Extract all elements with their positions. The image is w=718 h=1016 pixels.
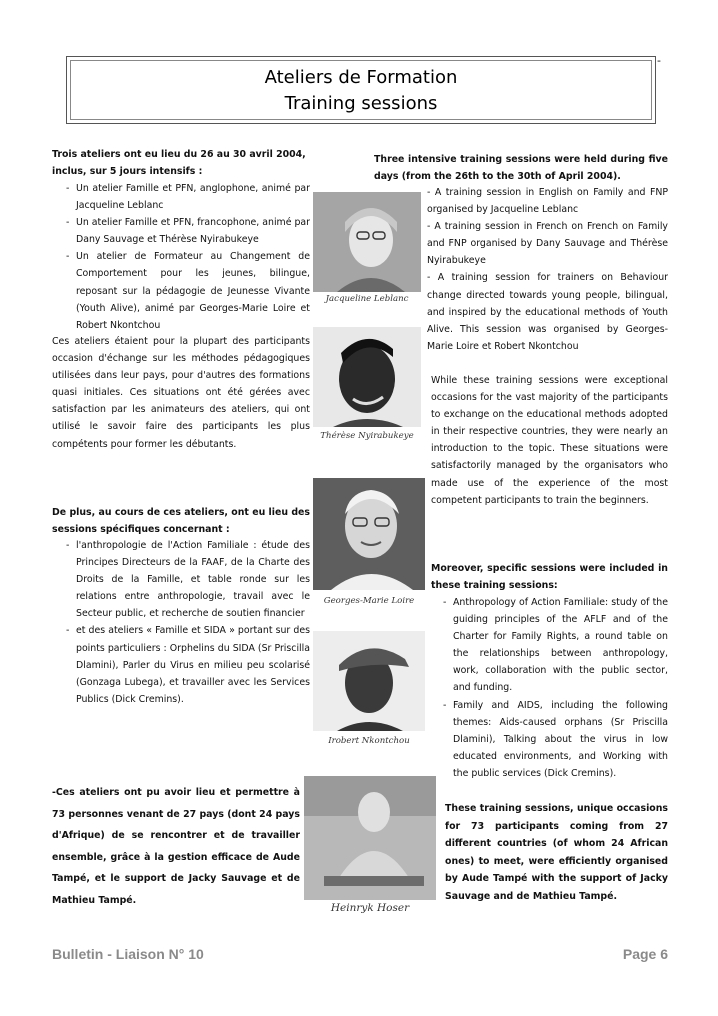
en-sessions	[427, 184, 668, 355]
list-item: - l'anthropologie de l'Action Familiale : étude des Principes Directeurs de la FAAF, de la Charte des Droits de la Famille, et table ronde sur les relations entre anthropologie, travail avec le Secteur public, et recherche de soutien financier	[76, 537, 310, 622]
photo-georges-marie-loire	[313, 478, 425, 590]
fr-ateliers-list	[76, 180, 310, 334]
footer-page-number: Page 6	[622, 946, 668, 962]
photo-irobert-nkontchou	[313, 631, 425, 731]
fr-specific-intro: De plus, au cours de ces ateliers, ont eu lieu des sessions spécifiques concernant :	[52, 507, 310, 536]
corner-mark: -	[657, 54, 661, 67]
photo-caption: Irobert Nkontchou	[328, 736, 410, 746]
en-specific-list	[453, 594, 668, 782]
fr-intro: Trois ateliers ont eu lieu du 26 au 30 avril 2004, inclus, sur 5 jours intensifs :	[52, 149, 306, 178]
photo-therese-nyirabukeye	[313, 327, 421, 427]
photo-caption: Heinryk Hoser	[330, 902, 410, 914]
list-item: - A training session in French on French on Family and FNP organised by Dany Sauvage and Thérèse Nyirabukeye	[427, 221, 668, 267]
portrait-georges-icon	[313, 478, 425, 590]
en-closing: These training sessions, unique occasions for 73 participants coming from 27 different countries (of whom 24 African ones) to meet, were efficiently organised by Aude Tampé with the support of Jacky Sauvage and de Mathieu Tampé.	[445, 803, 668, 902]
portrait-therese-icon	[313, 327, 421, 427]
photo-jacqueline-leblanc	[313, 192, 421, 292]
footer-bulletin: Bulletin - Liaison N° 10	[52, 946, 204, 962]
list-item: - A training session in English on Family and FNP organised by Jacqueline Leblanc	[427, 187, 668, 216]
fr-paragraph: Ces ateliers étaient pour la plupart des participants occasion d'échange sur les méthodes pédagogiques utilisées dans leur pays, pour d'autres des formations quasi initiales. Ces situations ont été gérées avec satisfaction par les animateurs des ateliers, qui ont utilisé le savoir faire des participants les plus compétents pour former les débutants.	[52, 336, 310, 450]
page-title-fr: Ateliers de Formation	[264, 67, 458, 88]
en-specific-intro: Moreover, specific sessions were included in these training sessions:	[431, 563, 668, 592]
photo-caption: Georges-Marie Loire	[323, 596, 415, 606]
page-title-en: Training sessions	[284, 93, 438, 114]
photo-caption: Jacqueline Leblanc	[325, 294, 409, 304]
list-item: - et des ateliers « Famille et SIDA » portant sur des points particuliers : Orphelins du SIDA (Sr Priscilla Dlamini), Parler du Virus en milieu peu scolarisé (Gonzaga Lubega), et travailler avec les Services Publics (Dick Cremins).	[76, 622, 310, 707]
fr-specific-list	[76, 537, 310, 708]
photo-heinryk-hoser	[304, 776, 436, 900]
en-intro: Three intensive training sessions were held during five days (from the 26th to the 30th of April 2004).	[374, 154, 668, 183]
photo-caption: Thérèse Nyirabukeye	[320, 431, 414, 441]
list-item: - Anthropology of Action Familiale: study of the guiding principles of the AFLF and of the Charter for Family Rights, a round table on the relationships between anthropology, work, collaboration with the public sector, and funding.	[453, 594, 668, 697]
portrait-jacqueline-icon	[313, 192, 421, 292]
list-item: - Family and AIDS, including the following themes: Aids-caused orphans (Sr Priscilla Dlamini), Talking about the virus in low educated environments, and Working with the public services (Dick Cremins).	[453, 697, 668, 782]
list-item: - Un atelier Famille et PFN, anglophone, animé par Jacqueline Leblanc	[76, 180, 310, 214]
portrait-irobert-icon	[313, 631, 425, 731]
portrait-heinryk-icon	[304, 776, 436, 900]
list-item: - A training session for trainers on Behaviour change directed towards young people, bilingual, and inspired by the educational methods of Youth Alive. This session was organised by Georges-Marie Loire et Robert Nkontchou	[427, 272, 668, 352]
list-item: - Un atelier de Formateur au Changement de Comportement pour les jeunes, bilingue, reposant sur la pédagogie de Jeunesse Vivante (Youth Alive), animé par Georges-Marie Loire et Robert Nkontchou	[76, 248, 310, 333]
fr-closing: -Ces ateliers ont pu avoir lieu et permettre à 73 personnes venant de 27 pays (dont 24 pays d'Afrique) de se rencontrer et de travailler ensemble, grâce à la gestion efficace de Aude Tampé, et le support de Jacky Sauvage et de Mathieu Tampé.	[52, 787, 300, 906]
en-paragraph: While these training sessions were exceptional occasions for the vast majority of the participants to exchange on the educational methods adopted in their respective countries, they were nearly an introduction to the topic. These situations were satisfactorily managed by the organisators who made use of the experience of the most competent participants to train the beginners.	[431, 375, 668, 506]
list-item: - Un atelier Famille et PFN, francophone, animé par Dany Sauvage et Thérèse Nyirabukeye	[76, 214, 310, 248]
title-box	[66, 56, 656, 124]
